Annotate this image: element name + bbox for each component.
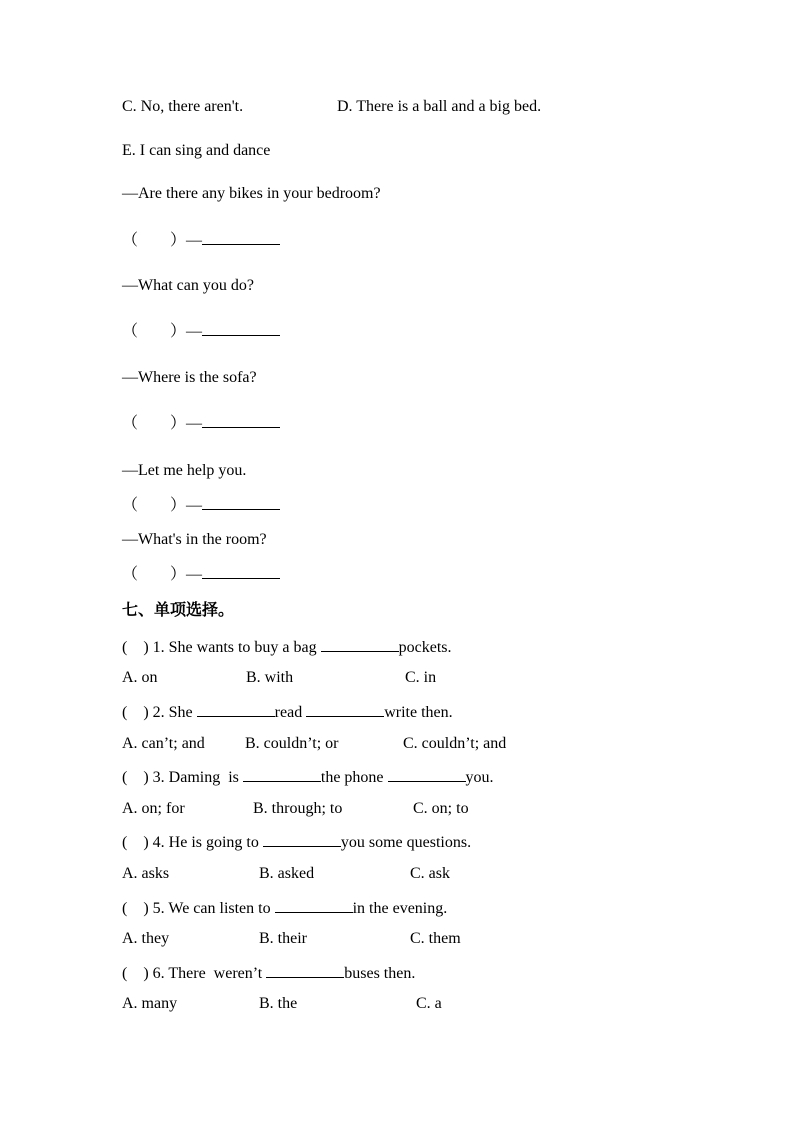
question-text: ( ) 3. Daming is [122, 769, 243, 786]
option-c: C. them [410, 930, 461, 947]
answer-prefix: （ ）— [122, 415, 203, 432]
option-a: A. on [122, 669, 158, 686]
answer-line-4[interactable] [122, 494, 280, 516]
answer-blank[interactable] [243, 766, 321, 782]
answer-blank[interactable] [202, 412, 280, 428]
answer-blank[interactable] [197, 701, 275, 717]
option-b: B. couldn’t; or [245, 735, 339, 752]
option-c: C. couldn’t; and [403, 735, 507, 752]
option-e: E. I can sing and dance [122, 142, 271, 159]
question-text: read [274, 704, 307, 721]
question-text: ( ) 5. We can listen to [122, 900, 275, 917]
answer-prefix: （ ）— [122, 497, 203, 514]
answer-blank[interactable] [202, 320, 280, 336]
answer-prefix: （ ）— [122, 232, 203, 249]
option-b: B. the [259, 995, 298, 1012]
answer-line-3[interactable] [122, 412, 280, 434]
option-a: A. on; for [122, 800, 185, 817]
question-text: pockets. [398, 639, 452, 656]
option-c: C. in [405, 669, 437, 686]
question-1 [122, 636, 452, 658]
option-d: D. There is a ball and a big bed. [337, 98, 542, 115]
question-text: in the evening. [352, 900, 448, 917]
section-heading: 七、单项选择。 [122, 600, 235, 619]
answer-blank[interactable] [263, 831, 341, 847]
matching-question-1: —Are there any bikes in your bedroom? [122, 185, 381, 202]
answer-line-1[interactable] [122, 229, 280, 251]
question-text: you. [465, 769, 494, 786]
answer-blank[interactable] [202, 229, 280, 245]
option-b: B. with [246, 669, 294, 686]
answer-blank[interactable] [266, 962, 344, 978]
answer-line-5[interactable] [122, 563, 280, 585]
option-a: A. many [122, 995, 178, 1012]
matching-question-5: —What's in the room? [122, 531, 267, 548]
matching-question-4: —Let me help you. [122, 462, 247, 479]
question-text: write then. [384, 704, 453, 721]
option-c: C. ask [410, 865, 450, 882]
option-a: A. they [122, 930, 170, 947]
option-c: C. on; to [413, 800, 469, 817]
question-text: ( ) 6. There weren’t [122, 965, 267, 982]
question-5 [122, 897, 447, 919]
question-2 [122, 701, 453, 723]
question-text: buses then. [344, 965, 416, 982]
option-a: A. can’t; and [122, 735, 205, 752]
option-a: A. asks [122, 865, 170, 882]
question-text: ( ) 1. She wants to buy a bag [122, 639, 321, 656]
option-b: B. their [259, 930, 307, 947]
option-c: C. a [416, 995, 442, 1012]
option-b: B. through; to [253, 800, 343, 817]
question-text: ( ) 4. He is going to [122, 834, 263, 851]
answer-prefix: （ ）— [122, 323, 203, 340]
matching-question-3: —Where is the sofa? [122, 369, 257, 386]
question-text: ( ) 2. She [122, 704, 197, 721]
answer-blank[interactable] [388, 766, 466, 782]
matching-question-2: —What can you do? [122, 277, 254, 294]
question-4 [122, 831, 471, 853]
answer-blank[interactable] [275, 897, 353, 913]
option-c: C. No, there aren't. [122, 98, 244, 115]
question-3 [122, 766, 494, 788]
answer-blank[interactable] [321, 636, 399, 652]
question-text: the phone [320, 769, 388, 786]
answer-blank[interactable] [202, 563, 280, 579]
option-b: B. asked [259, 865, 315, 882]
question-text: you some questions. [340, 834, 472, 851]
question-6 [122, 962, 415, 984]
answer-prefix: （ ）— [122, 566, 203, 583]
answer-blank[interactable] [202, 494, 280, 510]
answer-line-2[interactable] [122, 320, 280, 342]
answer-blank[interactable] [306, 701, 384, 717]
